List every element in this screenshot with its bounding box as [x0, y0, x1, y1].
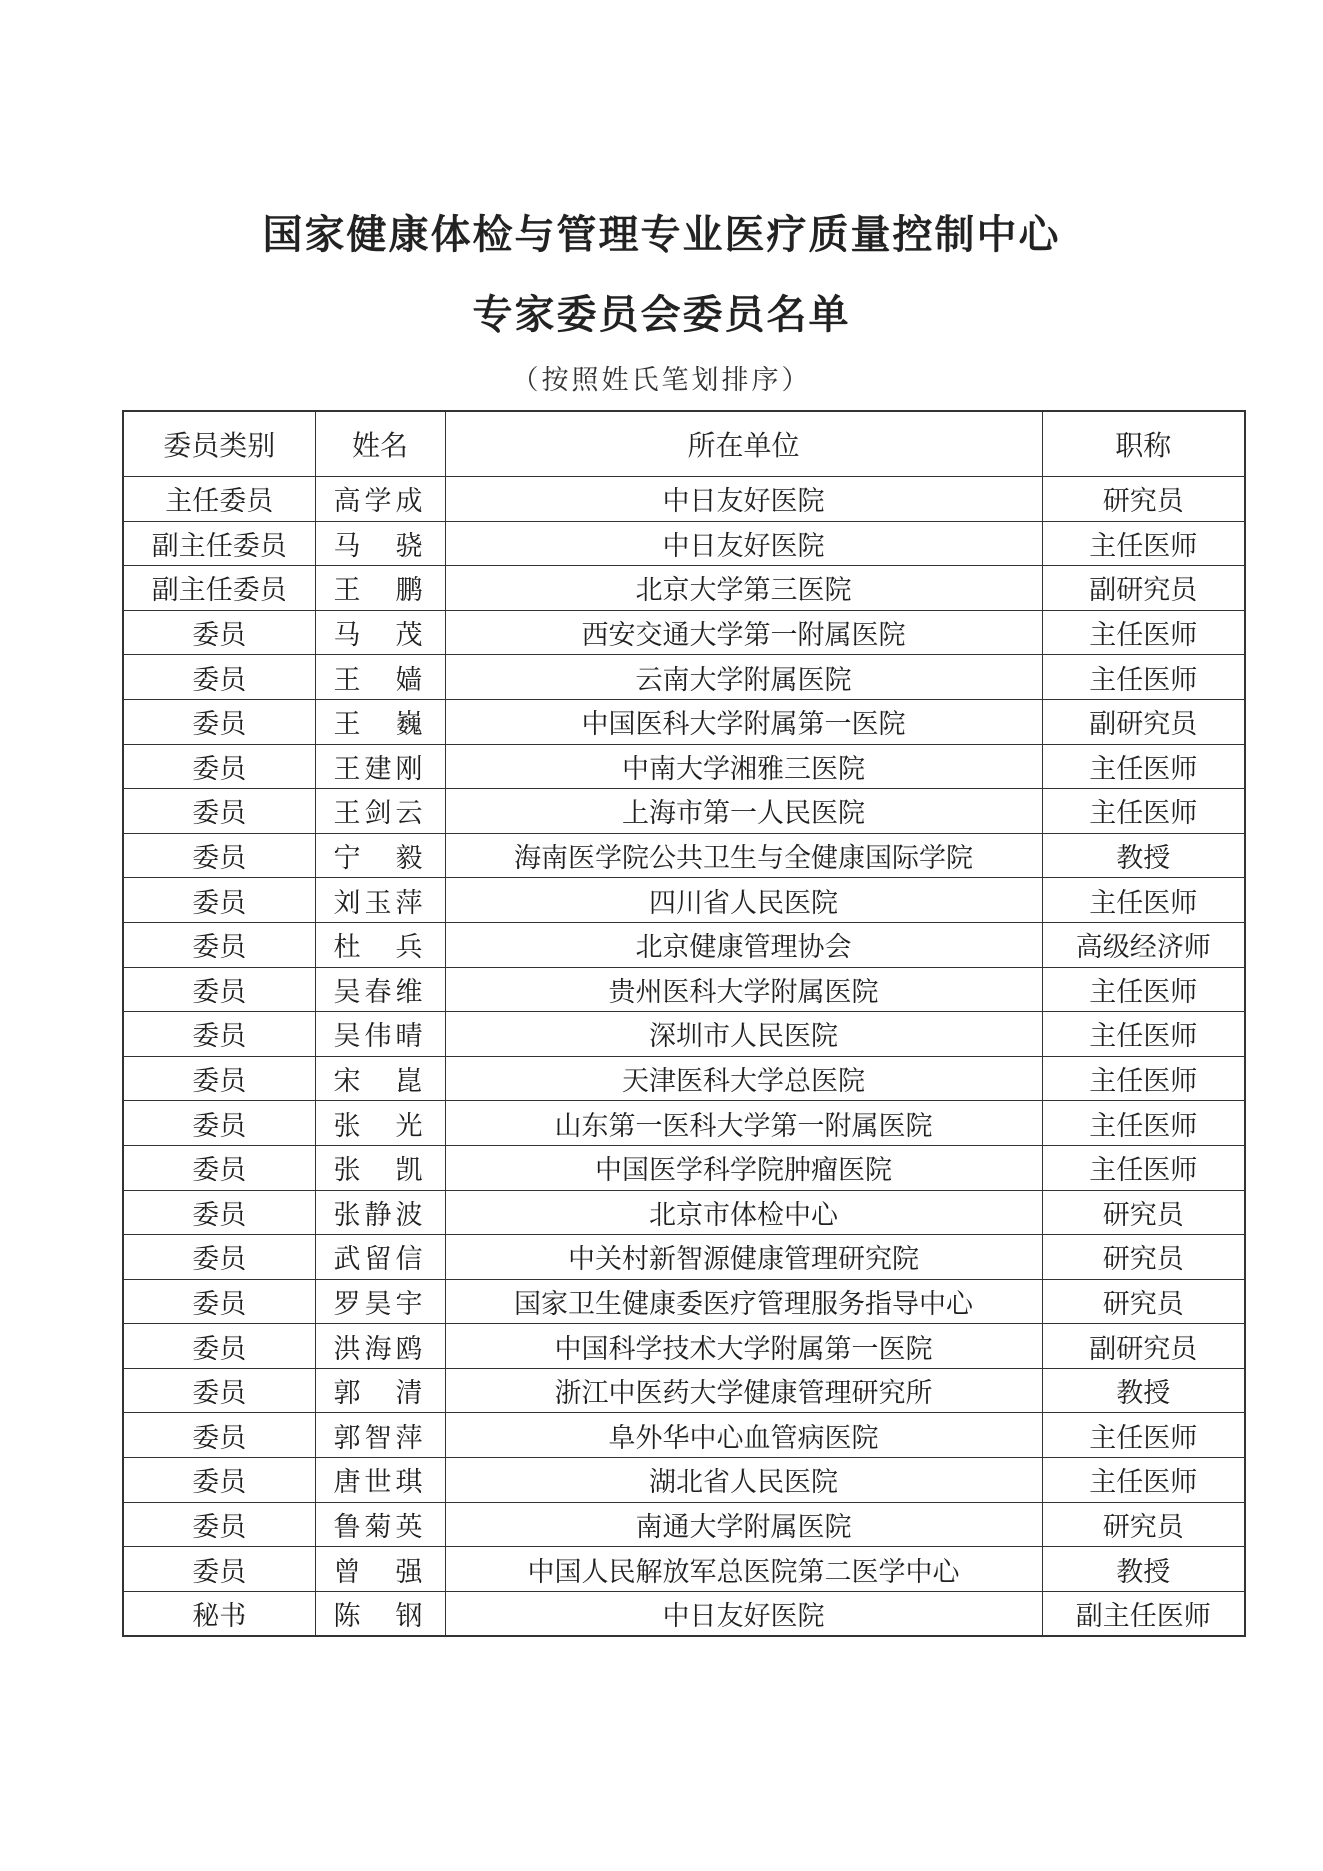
table-row: [123, 655, 1245, 700]
cell-category: 委员: [123, 833, 315, 878]
cell-title: 主任医师: [1042, 967, 1245, 1012]
table-row: [123, 1235, 1245, 1280]
cell-unit: 西安交通大学第一附属医院: [445, 610, 1042, 655]
cell-name: 马 骁: [315, 521, 445, 566]
document-title: 国家健康体检与管理专业医疗质量控制中心: [262, 212, 1061, 258]
table-row: [123, 1413, 1245, 1458]
table-row: [123, 967, 1245, 1012]
cell-unit: 山东第一医科大学第一附属医院: [445, 1101, 1042, 1146]
cell-unit: 中日友好医院: [445, 521, 1042, 566]
cell-unit: 中南大学湘雅三医院: [445, 744, 1042, 789]
cell-unit: 贵州医科大学附属医院: [445, 967, 1042, 1012]
cell-unit: 深圳市人民医院: [445, 1012, 1042, 1057]
cell-category: 委员: [123, 699, 315, 744]
table-header-row: [123, 411, 1245, 477]
cell-title: 主任医师: [1042, 521, 1245, 566]
cell-name: 王 巍: [315, 699, 445, 744]
cell-category: 委员: [123, 1502, 315, 1547]
cell-unit: 中日友好医院: [445, 477, 1042, 522]
table-row: [123, 1547, 1245, 1592]
table-row: [123, 1145, 1245, 1190]
cell-unit: 湖北省人民医院: [445, 1458, 1042, 1503]
cell-category: 秘书: [123, 1591, 315, 1636]
cell-name: 张 凯: [315, 1145, 445, 1190]
cell-category: 委员: [123, 610, 315, 655]
document-subtitle-heading: 专家委员会委员名单: [472, 292, 851, 338]
cell-unit: 中关村新智源健康管理研究院: [445, 1235, 1042, 1280]
member-table: [122, 410, 1246, 1637]
header-unit: 所在单位: [445, 411, 1042, 477]
cell-unit: 云南大学附属医院: [445, 655, 1042, 700]
cell-category: 委员: [123, 1235, 315, 1280]
cell-title: 高级经济师: [1042, 922, 1245, 967]
cell-title: 副研究员: [1042, 566, 1245, 611]
cell-title: 主任医师: [1042, 1413, 1245, 1458]
cell-unit: 中国医科大学附属第一医院: [445, 699, 1042, 744]
cell-category: 主任委员: [123, 477, 315, 522]
cell-unit: 四川省人民医院: [445, 878, 1042, 923]
cell-name: 高学成: [315, 477, 445, 522]
cell-unit: 上海市第一人民医院: [445, 789, 1042, 834]
cell-category: 委员: [123, 655, 315, 700]
cell-category: 委员: [123, 1190, 315, 1235]
table-row: [123, 1279, 1245, 1324]
cell-name: 宋 崑: [315, 1056, 445, 1101]
cell-name: 刘玉萍: [315, 878, 445, 923]
cell-title: 研究员: [1042, 477, 1245, 522]
cell-name: 武留信: [315, 1235, 445, 1280]
cell-name: 王剑云: [315, 789, 445, 834]
cell-unit: 北京大学第三医院: [445, 566, 1042, 611]
cell-unit: 阜外华中心血管病医院: [445, 1413, 1042, 1458]
table-row: [123, 1324, 1245, 1369]
cell-name: 吴伟晴: [315, 1012, 445, 1057]
cell-category: 委员: [123, 1012, 315, 1057]
header-title: 职称: [1042, 411, 1245, 477]
cell-name: 吴春维: [315, 967, 445, 1012]
cell-category: 副主任委员: [123, 566, 315, 611]
cell-name: 宁 毅: [315, 833, 445, 878]
cell-category: 委员: [123, 744, 315, 789]
cell-title: 主任医师: [1042, 744, 1245, 789]
cell-title: 教授: [1042, 833, 1245, 878]
cell-unit: 中国科学技术大学附属第一医院: [445, 1324, 1042, 1369]
cell-title: 主任医师: [1042, 1012, 1245, 1057]
table-row: [123, 1368, 1245, 1413]
cell-unit: 国家卫生健康委医疗管理服务指导中心: [445, 1279, 1042, 1324]
cell-name: 马 茂: [315, 610, 445, 655]
sort-note: （按照姓氏笔划排序）: [511, 365, 812, 396]
cell-category: 委员: [123, 878, 315, 923]
cell-title: 研究员: [1042, 1235, 1245, 1280]
cell-unit: 中国医学科学院肿瘤医院: [445, 1145, 1042, 1190]
cell-name: 罗昊宇: [315, 1279, 445, 1324]
table-row: [123, 1012, 1245, 1057]
cell-name: 王 嫱: [315, 655, 445, 700]
cell-title: 研究员: [1042, 1279, 1245, 1324]
cell-title: 副研究员: [1042, 1324, 1245, 1369]
table-row: [123, 789, 1245, 834]
cell-title: 主任医师: [1042, 655, 1245, 700]
cell-name: 张静波: [315, 1190, 445, 1235]
cell-category: 副主任委员: [123, 521, 315, 566]
cell-category: 委员: [123, 1368, 315, 1413]
header-category: 委员类别: [123, 411, 315, 477]
cell-unit: 浙江中医药大学健康管理研究所: [445, 1368, 1042, 1413]
table-row: [123, 1591, 1245, 1636]
cell-name: 张 光: [315, 1101, 445, 1146]
table-row: [123, 1190, 1245, 1235]
cell-title: 研究员: [1042, 1190, 1245, 1235]
table-row: [123, 878, 1245, 923]
cell-unit: 南通大学附属医院: [445, 1502, 1042, 1547]
cell-title: 研究员: [1042, 1502, 1245, 1547]
cell-title: 教授: [1042, 1368, 1245, 1413]
cell-title: 主任医师: [1042, 1458, 1245, 1503]
cell-name: 王 鹏: [315, 566, 445, 611]
cell-name: 郭智萍: [315, 1413, 445, 1458]
cell-category: 委员: [123, 1413, 315, 1458]
table-row: [123, 1458, 1245, 1503]
table-row: [123, 699, 1245, 744]
cell-category: 委员: [123, 1458, 315, 1503]
cell-category: 委员: [123, 1547, 315, 1592]
table-row: [123, 477, 1245, 522]
cell-unit: 海南医学院公共卫生与全健康国际学院: [445, 833, 1042, 878]
table-row: [123, 566, 1245, 611]
cell-title: 副研究员: [1042, 699, 1245, 744]
cell-category: 委员: [123, 922, 315, 967]
cell-unit: 中国人民解放军总医院第二医学中心: [445, 1547, 1042, 1592]
cell-title: 主任医师: [1042, 610, 1245, 655]
cell-unit: 天津医科大学总医院: [445, 1056, 1042, 1101]
table-row: [123, 1056, 1245, 1101]
cell-unit: 北京健康管理协会: [445, 922, 1042, 967]
cell-title: 教授: [1042, 1547, 1245, 1592]
cell-category: 委员: [123, 1056, 315, 1101]
cell-unit: 北京市体检中心: [445, 1190, 1042, 1235]
cell-name: 陈 钢: [315, 1591, 445, 1636]
cell-title: 主任医师: [1042, 878, 1245, 923]
cell-category: 委员: [123, 789, 315, 834]
cell-name: 鲁菊英: [315, 1502, 445, 1547]
cell-title: 副主任医师: [1042, 1591, 1245, 1636]
table-body: [123, 477, 1245, 1637]
cell-name: 唐世琪: [315, 1458, 445, 1503]
cell-title: 主任医师: [1042, 1145, 1245, 1190]
table-row: [123, 922, 1245, 967]
table-row: [123, 610, 1245, 655]
cell-title: 主任医师: [1042, 1056, 1245, 1101]
table-row: [123, 833, 1245, 878]
cell-name: 郭 清: [315, 1368, 445, 1413]
cell-category: 委员: [123, 1145, 315, 1190]
cell-name: 王建刚: [315, 744, 445, 789]
header-name: 姓名: [315, 411, 445, 477]
cell-title: 主任医师: [1042, 1101, 1245, 1146]
cell-category: 委员: [123, 1101, 315, 1146]
cell-name: 曾 强: [315, 1547, 445, 1592]
cell-unit: 中日友好医院: [445, 1591, 1042, 1636]
cell-title: 主任医师: [1042, 789, 1245, 834]
table-row: [123, 1502, 1245, 1547]
table-row: [123, 1101, 1245, 1146]
table-row: [123, 521, 1245, 566]
cell-category: 委员: [123, 1279, 315, 1324]
cell-category: 委员: [123, 1324, 315, 1369]
table-row: [123, 744, 1245, 789]
cell-name: 杜 兵: [315, 922, 445, 967]
cell-category: 委员: [123, 967, 315, 1012]
cell-name: 洪海鸥: [315, 1324, 445, 1369]
